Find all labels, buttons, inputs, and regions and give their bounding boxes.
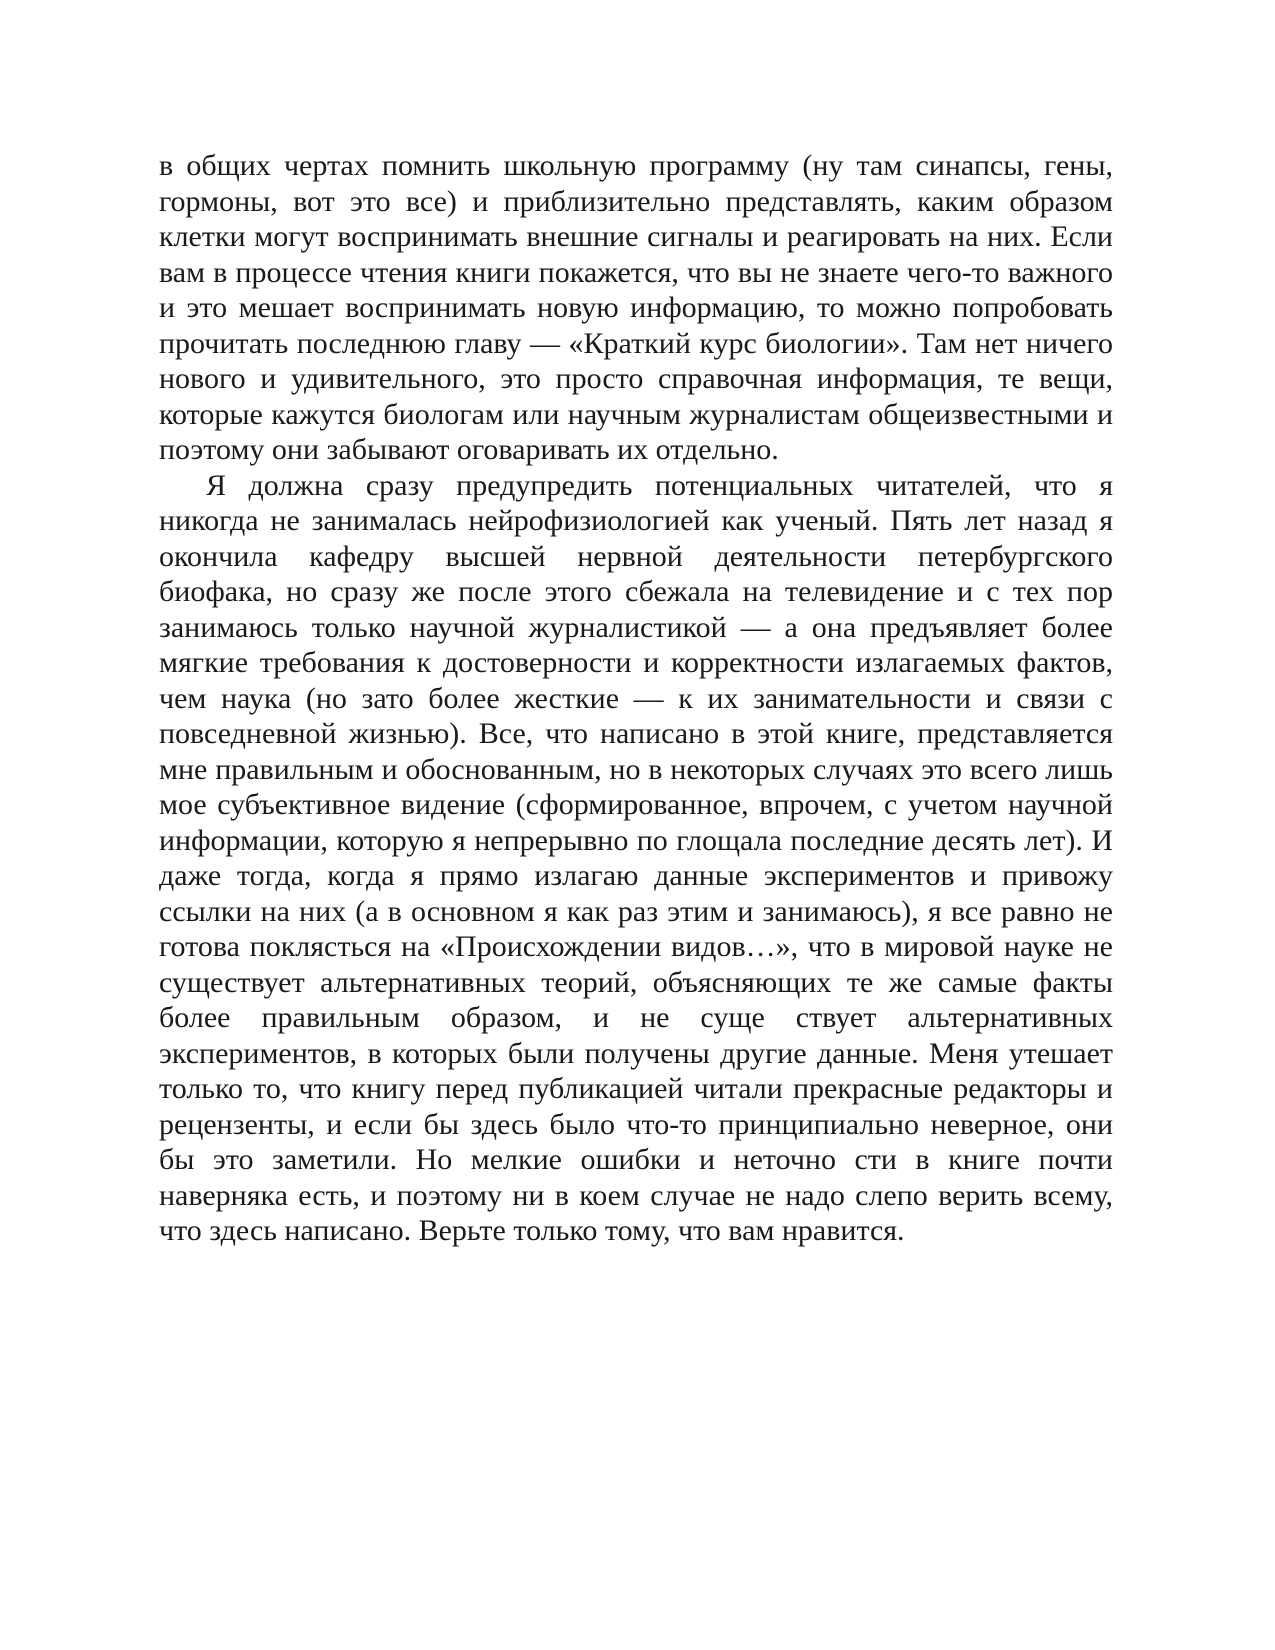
paragraph-continuation: в общих чертах помнить школьную программу (ну там синапсы, гены, гормоны, вот это все) и приблизительно представлять, каким образом клетки могут воспринимать внешние сигналы и реагировать на них. Если вам в процессе чтения книги покажется, что вы не знаете чего-то важного и это мешает воспринимать новую информацию, то можно попробовать прочитать последнюю главу — «Краткий курс биологии». Там нет ничего нового и удивительного, это просто справочная информация, те вещи, которые кажутся биологам или научным журналистам общеизвестными и поэтому они забывают оговаривать их отдельно. [159,149,1113,466]
paragraph-disclaimer: Я должна сразу предупредить потенциальных читателей, что я никогда не занималась нейрофизиологией как ученый. Пять лет назад я окончила кафедру высшей нервной деятельности петербургского биофака, но сразу же после этого сбежала на телевидение и с тех пор занимаюсь только научной журналистикой — а она предъявляет более мягкие требования к достоверности и корректности излагаемых фактов, чем наука (но зато более жесткие — к их занимательности и связи с повседневной жизнью). Все, что написано в этой книге, представляется мне правильным и обоснованным, но в некоторых случаях это всего лишь мое субъективное видение (сформированное, впрочем, с учетом научной информации, которую я непрерывно по глощала последние десять лет). И даже тогда, когда я прямо излагаю данные экспериментов и привожу ссылки на них (а в основном я как раз этим и занимаюсь), я все равно не готова поклясться на «Происхождении видов…», что в мировой науке не существует альтернативных теорий, объясняющих те же самые факты более правильным образом, и не суще ствует альтернативных экспериментов, в которых были получены другие данные. Меня утешает только то, что книгу перед публикацией читали прекрасные редакторы и рецензенты, и если бы здесь было что-то принципиально неверное, они бы это заметили. Но мелкие ошибки и неточно сти в книге почти наверняка есть, и поэтому ни в коем случае не надо слепо верить всему, что здесь написано. Верьте только тому, что вам нравится. [159,468,1113,1247]
body-text [159,148,1113,1249]
